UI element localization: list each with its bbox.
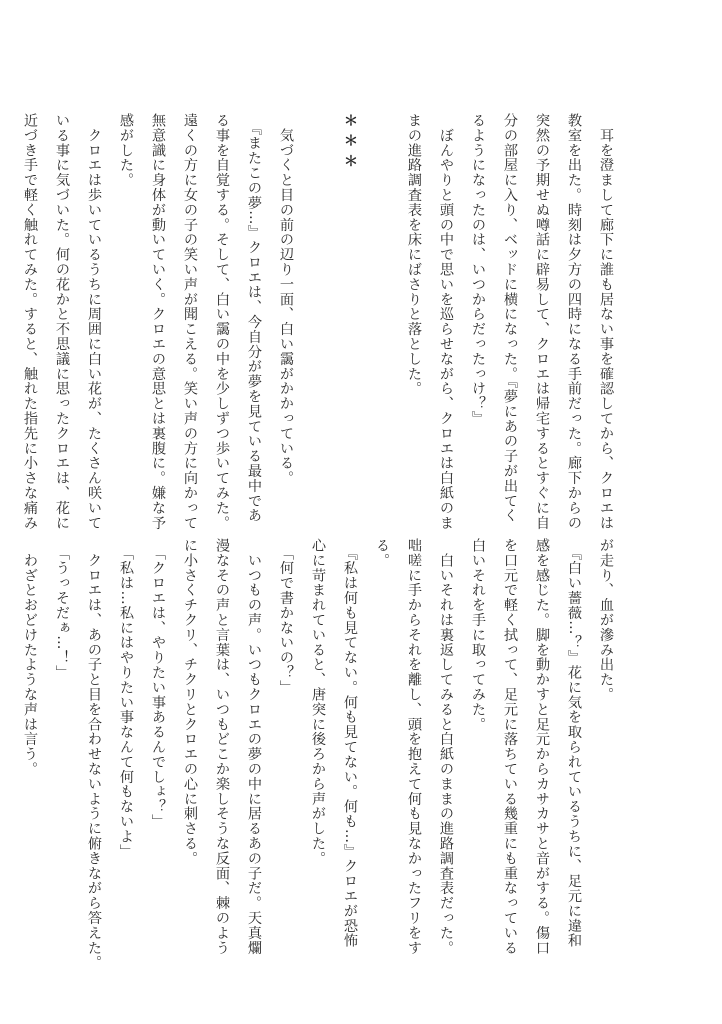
scene-break-separator: ＊＊＊ (342, 113, 358, 174)
upper-text-line: 分の部屋に入り、ベッドに横になった。『夢にあの子が出てく (502, 113, 518, 524)
upper-text-line: まの進路調査表を床にばさりと落とした。 (406, 113, 422, 397)
upper-text-line (302, 113, 334, 503)
lower-text-line: 白いそれを手に取ってみた。 (470, 538, 486, 732)
lower-text-line: わざとおどけたような声は言う。 (22, 538, 38, 777)
lower-text-line: 「クロエは、やりたい事あるんでしょ？」 (150, 538, 166, 829)
upper-text-line: 突然の予期せぬ噂話に辟易して、クロエは帰宅するとすぐに自 (534, 113, 550, 531)
lower-text-line: 咄嗟に手からそれを離し、頭を抱えて何も見なかったフリをす (406, 538, 422, 956)
lower-text-line: る。 (374, 538, 390, 568)
upper-text-line: るようになったのは、いつからだったっけ？』 (470, 113, 486, 426)
upper-text-tier (14, 113, 622, 531)
lower-text-line: に小さくチクリ、チクリとクロエの心に刺さる。 (182, 538, 198, 866)
lower-text-line: を口元で軽く拭って、足元に落ちている幾重にも重なっている (502, 538, 518, 956)
lower-text-line: 心に苛まれていると、唐突に後ろから声がした。 (310, 538, 326, 866)
lower-text-line: 『私は何も見てない。何も見てない。何も…』クロエが恐怖 (342, 538, 358, 949)
lower-text-line: 「私は…私にはやりたい事なんて何もないよ」 (118, 538, 134, 859)
lower-text-line: 白いそれは裏返してみると白紙のままの進路調査表だった。 (438, 538, 454, 956)
upper-text-line: 教室を出た。時刻は夕方の四時になる手前だった。廊下からの (566, 113, 582, 531)
lower-text-line: 「うっそだぁ…！」 (54, 538, 70, 680)
upper-text-line: 感がした。 (118, 113, 134, 188)
upper-text-line: ぼんやりと頭の中で思いを巡らせながら、クロエは白紙のま (438, 113, 454, 531)
upper-text-line: いる事に気づいた。何の花かと不思議に思ったクロエは、花に (54, 113, 70, 531)
upper-text-line: 耳を澄まして廊下に誰も居ない事を確認してから、クロエは (598, 113, 614, 531)
lower-text-tier (14, 538, 622, 971)
lower-text-line: いつもの声。いつもクロエの夢の中に居るあの子だ。天真爛 (246, 538, 262, 956)
lower-text-line: 感を感じた。脚を動かすと足元からカサカサと音がする。傷口 (534, 538, 550, 956)
lower-text-line: が走り、血が滲み出た。 (598, 538, 614, 702)
upper-text-line (366, 113, 398, 503)
lower-text-line: クロエは、あの子と目を合わせないように俯きながら答えた。 (86, 538, 102, 971)
upper-text-line: 無意識に身体が動いていく。クロエの意思とは裏腹に。嫌な予 (150, 113, 166, 531)
upper-text-line: クロエは歩いているうちに周囲に白い花が、たくさん咲いて (86, 113, 102, 531)
lower-text-line: 『白い薔薇…？』花に気を取られているうちに、足元に違和 (566, 538, 582, 949)
upper-text-line: る事を自覚する。そして、白い靄の中を少しずつ歩いてみた。 (214, 113, 230, 531)
lower-text-line: 漫なその声と言葉は、いつもどこか楽しそうな反面、棘のよう (214, 538, 230, 956)
upper-text-line: 遠くの方に女の子の笑い声が聞こえる。笑い声の方に向かって (182, 113, 198, 531)
upper-text-line: 近づき手で軽く触れてみた。すると、触れた指先に小さな痛み (22, 113, 38, 531)
lower-text-line: 「何で書かないの？」 (278, 538, 294, 695)
upper-text-line: 『またこの夢…』クロエは、今自分が夢を見ている最中であ (246, 113, 262, 524)
upper-text-line: 気づくと目の前の辺り一面、白い靄がかかっている。 (278, 113, 294, 486)
